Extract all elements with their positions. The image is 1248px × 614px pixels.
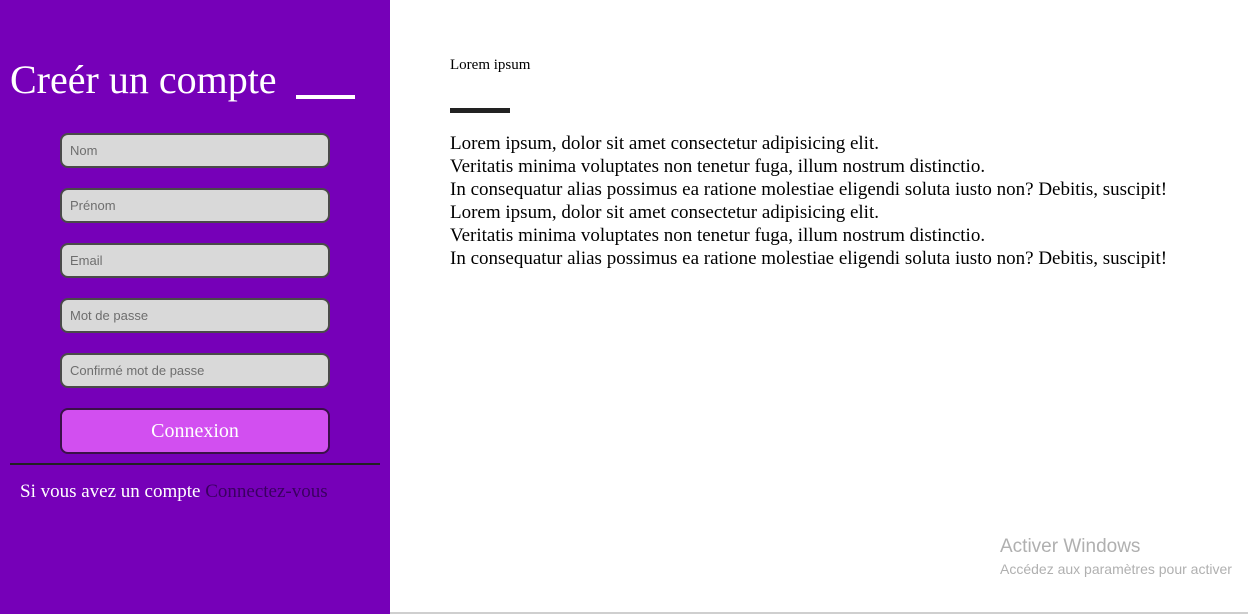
content-line: In consequatur alias possimus ea ratione molestiae eligendi soluta iusto non? Debitis, suscipit! (450, 248, 1168, 269)
signup-panel (0, 0, 390, 614)
account-prompt-text: Si vous avez un compte (20, 481, 201, 502)
content-heading: Lorem ipsum (450, 57, 531, 73)
content-line: Veritatis minima voluptates non tenetur fuga, illum nostrum distinctio. (450, 225, 986, 246)
divider (10, 463, 380, 465)
content-line: Lorem ipsum, dolor sit amet consectetur adipisicing elit. (450, 133, 879, 154)
watermark-subtitle: Accédez aux paramètres pour activer (1000, 561, 1232, 577)
email-input[interactable] (60, 243, 330, 278)
content-line: In consequatur alias possimus ea ratione molestiae eligendi soluta iusto non? Debitis, suscipit! (450, 179, 1168, 200)
content-line: Lorem ipsum, dolor sit amet consectetur adipisicing elit. (450, 202, 879, 223)
connexion-button[interactable]: Connexion (60, 408, 330, 454)
confirm-password-input[interactable] (60, 353, 330, 388)
login-link[interactable]: Connectez-vous (205, 481, 328, 502)
content-body (450, 132, 1167, 270)
nom-input[interactable] (60, 133, 330, 168)
watermark-title: Activer Windows (1000, 536, 1141, 557)
heading-bar (450, 108, 510, 113)
prenom-input[interactable] (60, 188, 330, 223)
content-line: Veritatis minima voluptates non tenetur fuga, illum nostrum distinctio. (450, 156, 986, 177)
title-underline (296, 95, 355, 99)
page-title: Creér un compte (10, 57, 277, 102)
content-panel (390, 0, 1248, 614)
activation-watermark (1000, 536, 1232, 578)
account-prompt (20, 480, 328, 504)
password-input[interactable] (60, 298, 330, 333)
